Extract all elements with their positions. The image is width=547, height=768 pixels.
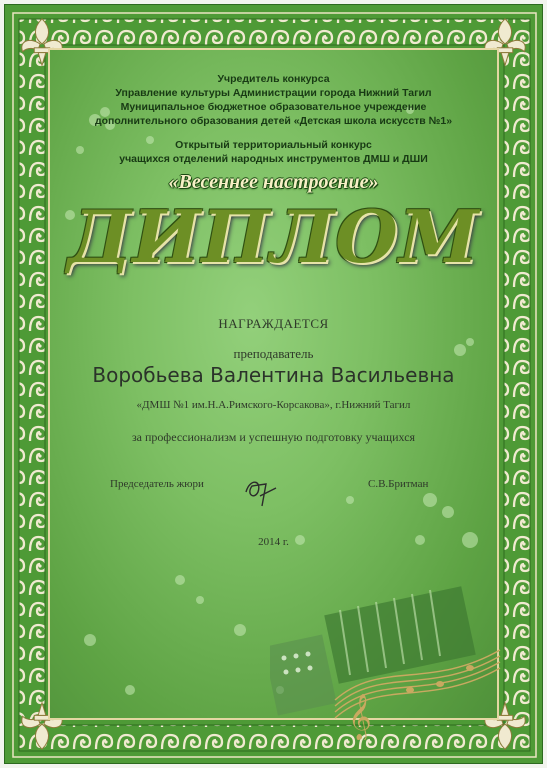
diploma-title: ДИПЛОМ xyxy=(67,194,480,279)
awarded-label: НАГРАЖДАЕТСЯ xyxy=(218,316,329,331)
recipient-role: преподаватель xyxy=(233,346,314,361)
award-reason: за профессионализм и успешную подготовку учащихся xyxy=(131,430,416,444)
contest-name: «Весеннее настроение» xyxy=(168,171,379,193)
school-name: «ДМШ №1 им.Н.А.Римского-Корсакова», г.Нижний Тагил xyxy=(136,399,411,411)
diploma-year: 2014 г. xyxy=(258,536,289,548)
treble-clef-icon: 𝄞 xyxy=(348,694,372,740)
recipient-name: Воробьева Валентина Васильевна xyxy=(92,363,455,387)
header-organization: Управление культуры Администрации города Нижний Тагил xyxy=(115,87,432,99)
jury-label: Председатель жюри xyxy=(110,478,204,490)
header-contest: Открытый территориальный конкурс xyxy=(175,139,372,151)
signature xyxy=(240,470,284,512)
header-founder: Учредитель конкурса xyxy=(217,73,330,85)
header-institution: Муниципальное бюджетное образовательное учреждение xyxy=(120,101,427,113)
jury-chairman-name: С.В.Бритман xyxy=(368,478,429,490)
header-school: дополнительного образования детей «Детская школа искусств №1» xyxy=(94,115,453,127)
music-staff-ribbon xyxy=(330,640,505,740)
header-participants: учащихся отделений народных инструментов ДМШ и ДШИ xyxy=(119,153,428,165)
